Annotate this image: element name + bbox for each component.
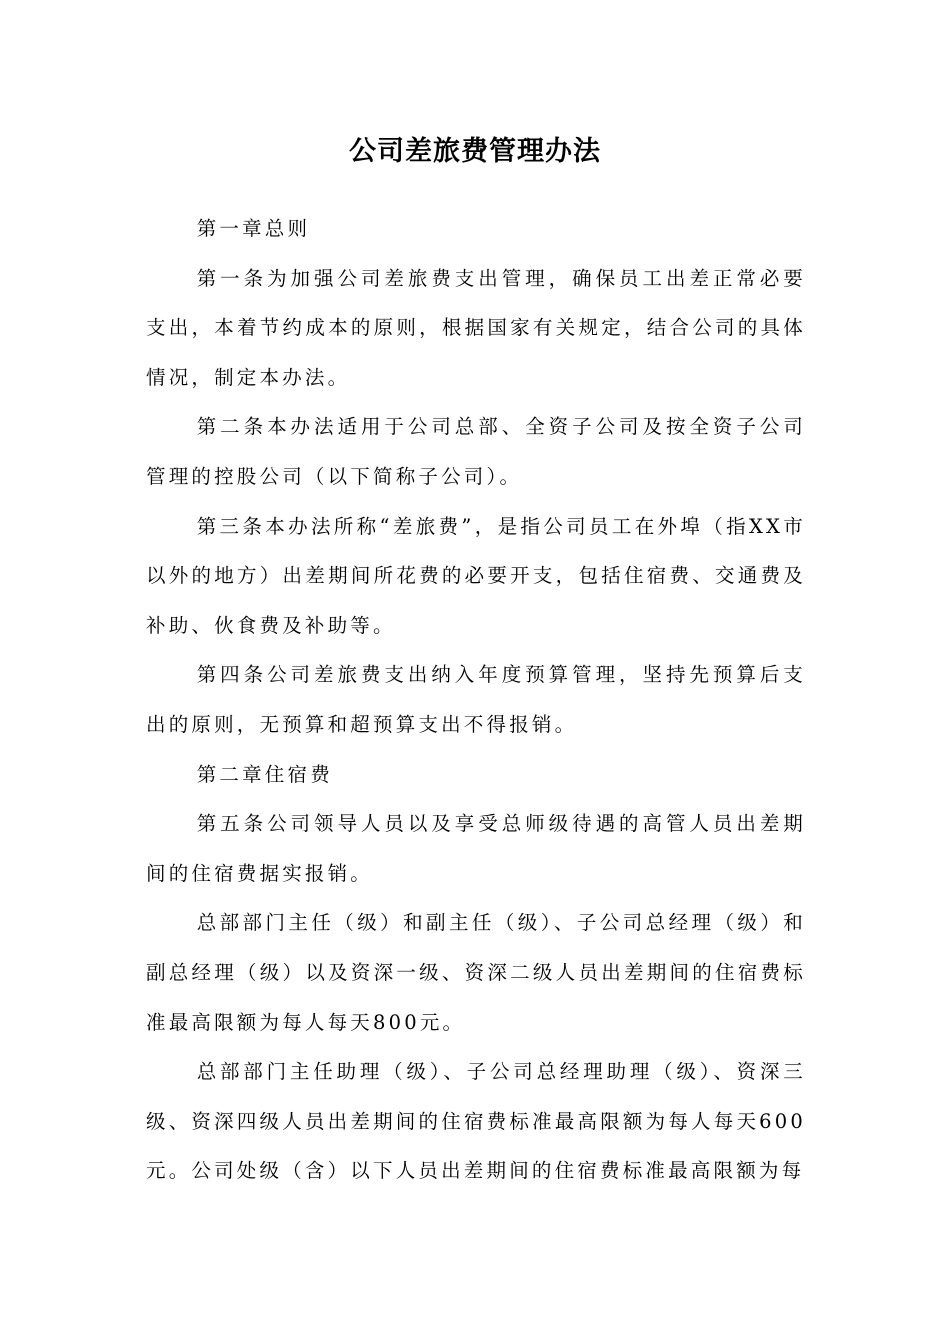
paragraph-senior-standard: 总部部门主任（级）和副主任（级）、子公司总经理（级）和副总经理（级）以及资深一级、资深二级人员出差期间的住宿费标准最高限额为每人每天800元。 (146, 911, 806, 1034)
chapter-heading-2: 第二章住宿费 (196, 762, 333, 786)
document-title: 公司差旅费管理办法 (349, 136, 601, 167)
article-1: 第一条为加强公司差旅费支出管理，确保员工出差正常必要支出，本着节约成本的原则，根据国家有关规定，结合公司的具体情况，制定本办法。 (146, 266, 806, 389)
article-2: 第二条本办法适用于公司总部、全资子公司及按全资子公司管理的控股公司（以下简称子公司）。 (146, 415, 806, 488)
article-4: 第四条公司差旅费支出纳入年度预算管理，坚持先预算后支出的原则，无预算和超预算支出不得报销。 (146, 663, 806, 736)
paragraph-assistant-standard: 总部部门主任助理（级）、子公司总经理助理（级）、资深三级、资深四级人员出差期间的住宿费标准最高限额为每人每天600元。公司处级（含）以下人员出差期间的住宿费标准最高限额为每 (146, 1060, 806, 1183)
article-5: 第五条公司领导人员以及享受总师级待遇的高管人员出差期间的住宿费据实报销。 (146, 812, 806, 885)
document-body (146, 204, 806, 1196)
chapter-heading-1: 第一章总则 (196, 217, 311, 240)
article-3: 第三条本办法所称“差旅费”，是指公司员工在外埠（指XX市以外的地方）出差期间所花费的必要开支，包括住宿费、交通费及补助、伙食费及补助等。 (146, 514, 806, 637)
